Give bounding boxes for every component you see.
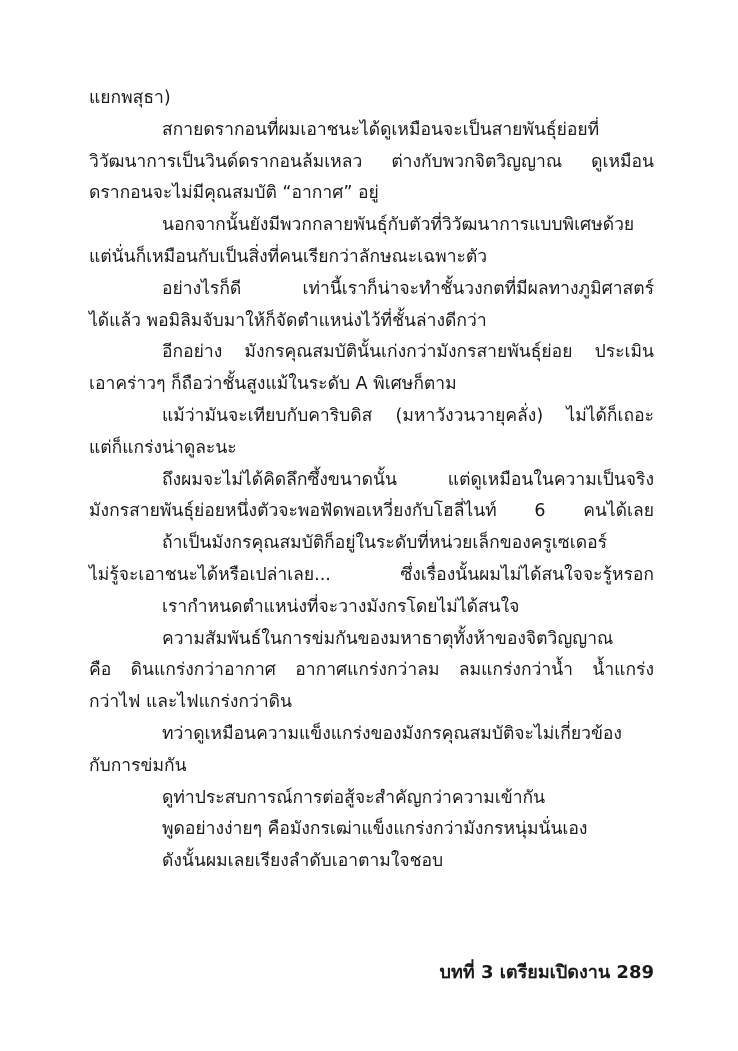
text-line: แต่นั่นก็เหมือนกับเป็นสิ่งที่คนเรียกว่าลักษณะเฉพาะตัว [89,246,488,267]
body-text [89,83,654,878]
text-line: ไม่รู้จะเอาชนะได้หรือเปล่าเลย... ซึ่งเรื่องนั้นผมไม่ได้สนใจจะรู้หรอก [89,564,654,585]
text-line: นอกจากนั้นยังมีพวกกลายพันธุ์กับตัวที่วิวัฒนาการแบบพิเศษด้วย [162,215,635,236]
text-line: แม้ว่ามันจะเทียบกับคาริบดิส (มหาวังวนวายุคลั่ง) ไม่ได้ก็เถอะ [162,405,654,426]
text-line: สกายดรากอนที่ผมเอาชนะได้ดูเหมือนจะเป็นสายพันธุ์ย่อยที่ [162,119,600,140]
text-line: กับการข่มกัน [89,755,187,776]
text-line: แต่ก็แกร่งน่าดูละนะ [89,437,237,458]
text-line: มังกรสายพันธุ์ย่อยหนึ่งตัวจะพอฟัดพอเหวี่ยงกับโฮลี่ไนท์ 6 คนได้เลย [89,501,654,522]
text-line: เรากำหนดตำแหน่งที่จะวางมังกรโดยไม่ได้สนใจ [162,596,520,617]
page-footer: บทที่ 3 เตรียมเปิดงาน 289 [439,962,654,983]
text-line: ได้แล้ว พอมิลิมจับมาให้ก็จัดตำแหน่งไว้ที่ชั้นล่างดีกว่า [89,310,487,331]
text-line: ดูท่าประสบการณ์การต่อสู้จะสำคัญกว่าความเข้ากัน [162,787,546,808]
text-line: วิวัฒนาการเป็นวินด์ดรากอนล้มเหลว ต่างกับพวกจิตวิญญาณ ดูเหมือน [89,151,654,172]
text-line: ถึงผมจะไม่ได้คิดลึกซึ้งขนาดนั้น แต่ดูเหมือนในความเป็นจริง [162,469,654,490]
text-line: อีกอย่าง มังกรคุณสมบัตินั้นเก่งกว่ามังกรสายพันธุ์ย่อย ประเมิน [162,342,654,363]
text-line: ทว่าดูเหมือนความแข็งแกร่งของมังกรคุณสมบัติจะไม่เกี่ยวข้อง [162,723,622,744]
text-line: คือ ดินแกร่งกว่าอากาศ อากาศแกร่งกว่าลม ลมแกร่งกว่าน้ำ น้ำแกร่ง [89,660,654,681]
text-line: อย่างไรก็ดี เท่านี้เราก็น่าจะทำชั้นวงกตที่มีผลทางภูมิศาสตร์ [162,278,654,299]
text-line: ดังนั้นผมเลยเรียงลำดับเอาตามใจชอบ [162,851,444,872]
text-line: ถ้าเป็นมังกรคุณสมบัติก็อยู่ในระดับที่หน่วยเล็กของครูเซเดอร์ [162,533,607,554]
text-line: แยกพสุธา) [89,88,171,108]
text-line: ความสัมพันธ์ในการข่มกันของมหาธาตุทั้งห้าของจิตวิญญาณ [162,628,614,649]
text-line: ดรากอนจะไม่มีคุณสมบัติ “อากาศ” อยู่ [89,183,379,204]
text-line: กว่าไฟ และไฟแกร่งกว่าดิน [89,692,292,713]
text-line: เอาคร่าวๆ ก็ถือว่าชั้นสูงแม้ในระดับ A พิเศษก็ตาม [89,374,457,395]
text-line: พูดอย่างง่ายๆ คือมังกรเฒ่าแข็งแกร่งกว่ามังกรหนุ่มนั่นเอง [162,819,588,840]
